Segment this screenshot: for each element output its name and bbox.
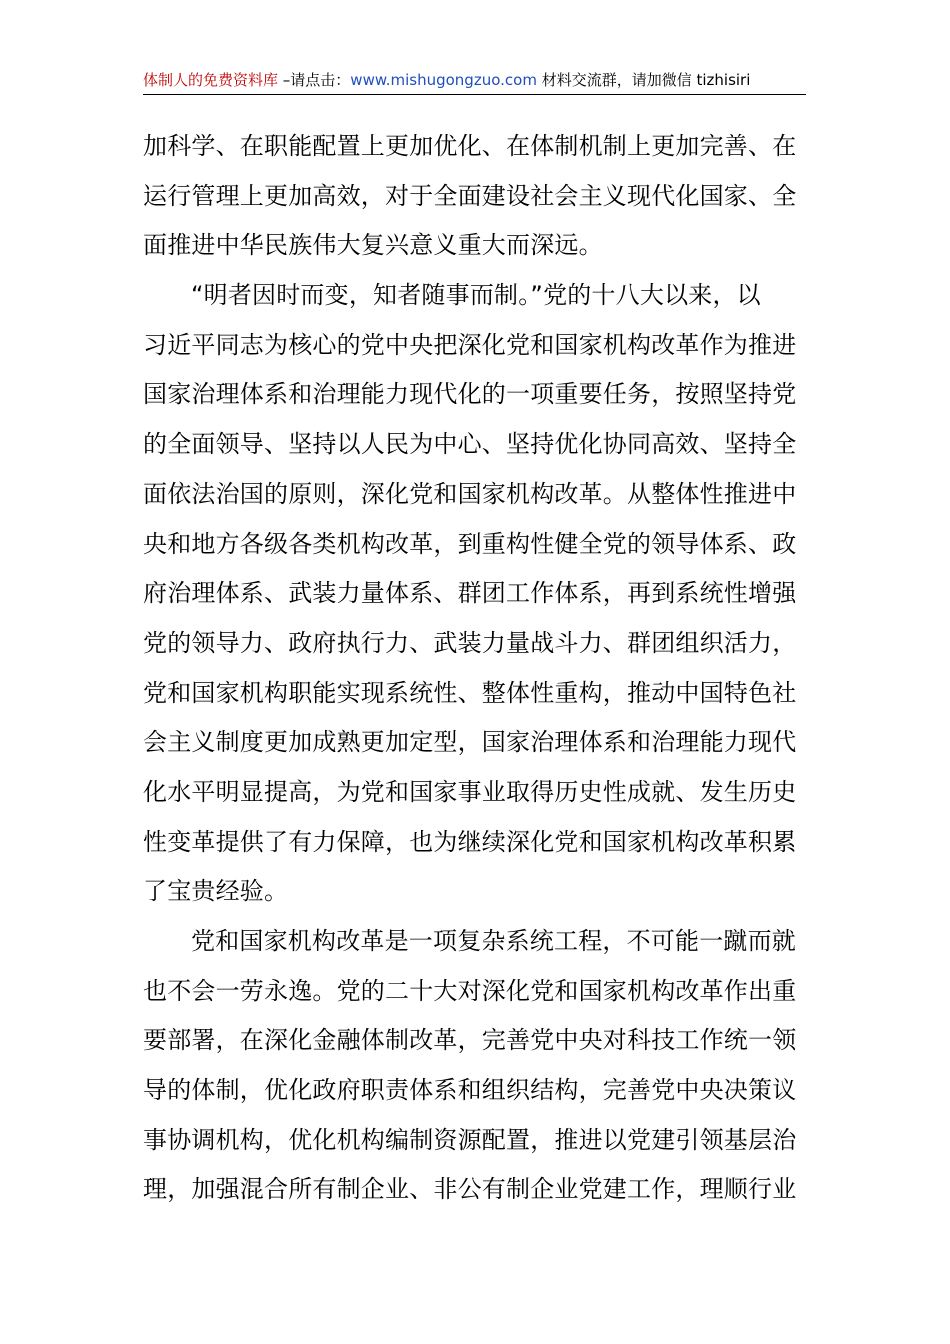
text-line: 会主义制度更加成熟更加定型，国家治理体系和治理能力现代 [143, 728, 797, 757]
text-line: 面依法治国的原则，深化党和国家机构改革。从整体性推进中 [143, 479, 797, 508]
text-line: 的全面领导、坚持以人民为中心、坚持优化协同高效、坚持全 [143, 430, 797, 459]
paragraph-start-line: “明者因时而变，知者随事而制。”党的十八大以来，以 [191, 281, 761, 310]
text-line: 了宝贵经验。 [143, 877, 289, 906]
document-body [143, 122, 809, 1215]
text-line: 面推进中华民族伟大复兴意义重大而深远。 [143, 231, 603, 260]
text-line: 要部署，在深化金融体制改革，完善党中央对科技工作统一领 [143, 1026, 797, 1055]
text-line: 党的领导力、政府执行力、武装力量战斗力、群团组织活力， [143, 628, 797, 657]
text-line: 加科学、在职能配置上更加优化、在体制机制上更加完善、在 [143, 132, 797, 160]
header-brand: 体制人的免费资料库 [143, 71, 279, 89]
page-header [143, 66, 806, 95]
text-line: 理，加强混合所有制企业、非公有制企业党建工作，理顺行业 [143, 1175, 797, 1204]
text-line: 也不会一劳永逸。党的二十大对深化党和国家机构改革作出重 [143, 976, 797, 1005]
text-line: 导的体制，优化政府职责体系和组织结构，完善党中央决策议 [143, 1076, 797, 1105]
header-separator: –请点击： [278, 71, 351, 89]
text-line: 事协调机构，优化机构编制资源配置，推进以党建引领基层治 [143, 1125, 797, 1154]
header-tail: 材料交流群，请加微信 tizhisiri [536, 71, 751, 89]
paragraph-start-line: 党和国家机构改革是一项复杂系统工程，不可能一蹴而就 [191, 927, 796, 955]
header-link[interactable]: www.mishugongzuo.com [350, 71, 537, 89]
text-line: 央和地方各级各类机构改革，到重构性健全党的领导体系、政 [143, 529, 797, 558]
text-line: 国家治理体系和治理能力现代化的一项重要任务，按照坚持党 [143, 380, 797, 409]
text-line: 性变革提供了有力保障，也为继续深化党和国家机构改革积累 [143, 827, 797, 856]
text-line: 习近平同志为核心的党中央把深化党和国家机构改革作为推进 [143, 330, 797, 359]
text-line: 运行管理上更加高效，对于全面建设社会主义现代化国家、全 [143, 181, 797, 210]
text-line: 府治理体系、武装力量体系、群团工作体系，再到系统性增强 [143, 579, 797, 608]
text-line: 党和国家机构职能实现系统性、整体性重构，推动中国特色社 [143, 678, 797, 707]
text-line: 化水平明显提高，为党和国家事业取得历史性成就、发生历史 [143, 777, 797, 806]
